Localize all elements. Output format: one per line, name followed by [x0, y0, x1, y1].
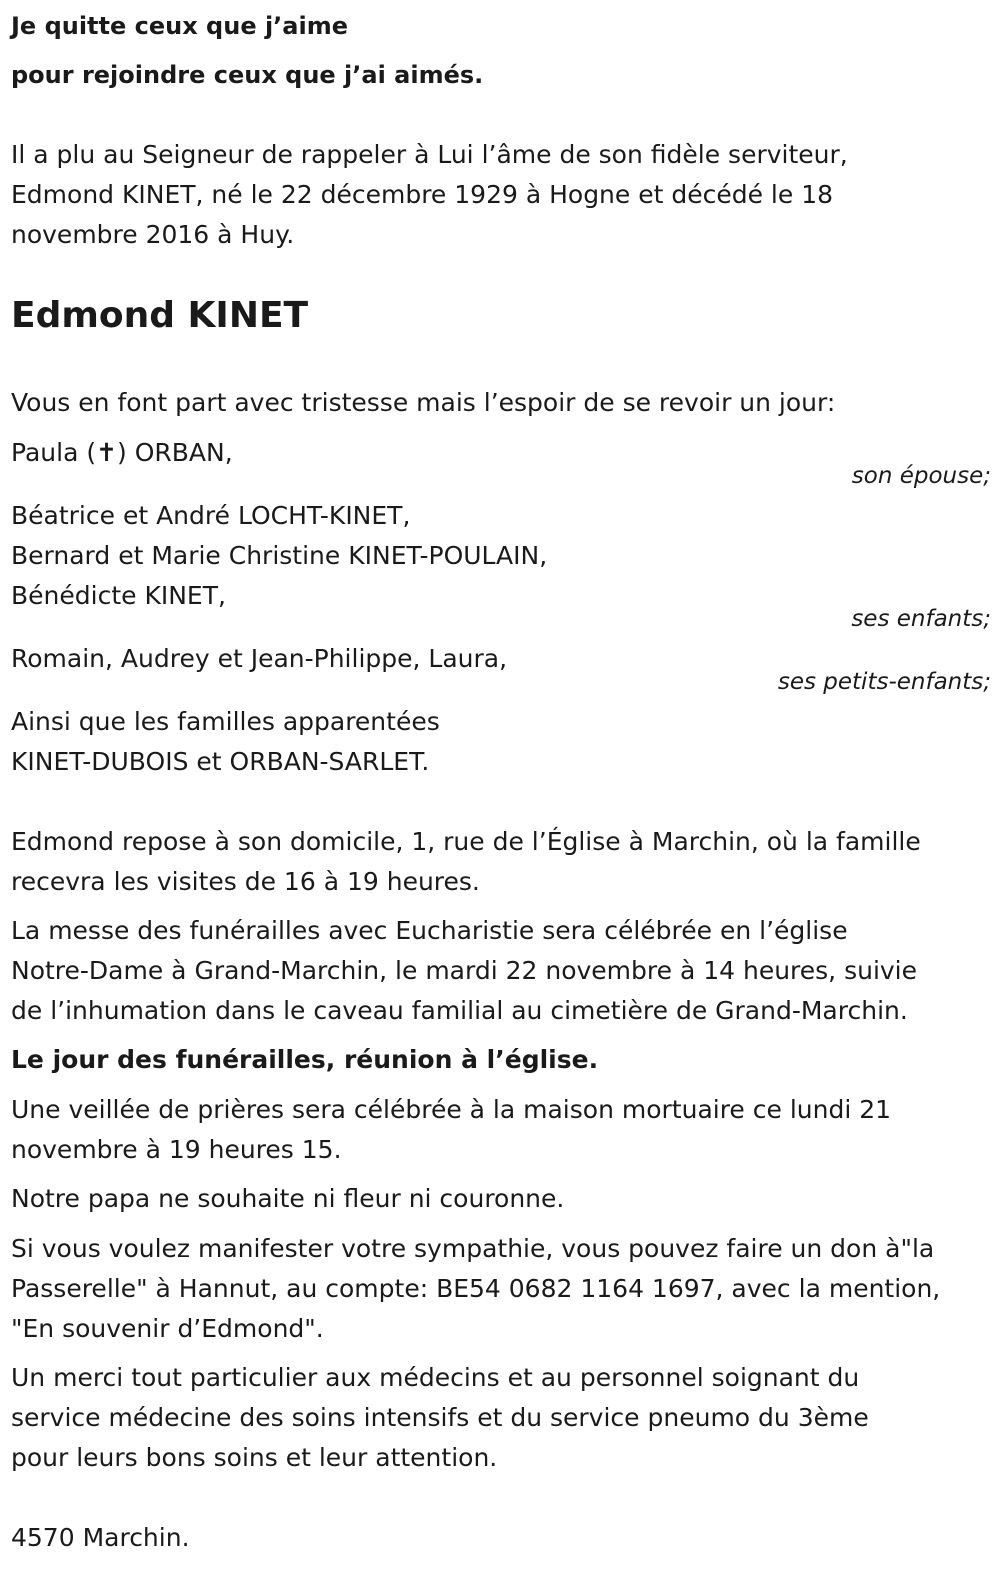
spouse-role: son épouse; — [851, 463, 991, 489]
child-1: Béatrice et André LOCHT-KINET, — [11, 501, 411, 530]
meeting-notice: Le jour des funérailles, réunion à l’église. — [11, 1045, 599, 1074]
rest-line-1: Edmond repose à son domicile, 1, rue de l’Église à Marchin, où la famille — [11, 827, 921, 856]
mass-line-3: de l’inhumation dans le caveau familial au cimetière de Grand-Marchin. — [11, 996, 908, 1025]
donation-line-3: "En souvenir d’Edmond". — [11, 1314, 324, 1343]
grandchildren-role: ses petits-enfants; — [777, 669, 991, 695]
related-families-line-1: Ainsi que les familles apparentées — [11, 707, 440, 736]
thanks-line-3: pour leurs bons soins et leur attention. — [11, 1443, 498, 1472]
children-role: ses enfants; — [851, 606, 991, 632]
vigil-line-2: novembre à 19 heures 15. — [11, 1135, 342, 1164]
flowers-notice: Notre papa ne souhaite ni fleur ni couronne. — [11, 1184, 565, 1213]
epigraph-line-2: pour rejoindre ceux que j’ai aimés. — [11, 61, 484, 89]
epigraph-line-1: Je quitte ceux que j’aime — [11, 12, 349, 40]
related-families-line-2: KINET-DUBOIS et ORBAN-SARLET. — [11, 747, 430, 776]
rest-line-2: recevra les visites de 16 à 19 heures. — [11, 867, 480, 896]
donation-line-1: Si vous voulez manifester votre sympathie, vous pouvez faire un don à"la — [11, 1234, 935, 1263]
thanks-line-1: Un merci tout particulier aux médecins et au personnel soignant du — [11, 1363, 860, 1392]
address: 4570 Marchin. — [11, 1523, 190, 1552]
announcement: Vous en font part avec tristesse mais l’espoir de se revoir un jour: — [11, 388, 836, 417]
thanks-line-2: service médecine des soins intensifs et du service pneumo du 3ème — [11, 1403, 869, 1432]
intro-line-3: novembre 2016 à Huy. — [11, 220, 295, 249]
child-3: Bénédicte KINET, — [11, 581, 226, 610]
vigil-line-1: Une veillée de prières sera célébrée à la maison mortuaire ce lundi 21 — [11, 1095, 892, 1124]
grandchildren: Romain, Audrey et Jean-Philippe, Laura, — [11, 644, 508, 673]
donation-line-2: Passerelle" à Hannut, au compte: BE54 0682 1164 1697, avec la mention, — [11, 1274, 941, 1303]
mass-line-1: La messe des funérailles avec Eucharistie sera célébrée en l’église — [11, 916, 848, 945]
intro-line-1: Il a plu au Seigneur de rappeler à Lui l’âme de son fidèle serviteur, — [11, 140, 848, 169]
spouse-name: Paula (✝) ORBAN, — [11, 438, 233, 467]
child-2: Bernard et Marie Christine KINET-POULAIN, — [11, 541, 548, 570]
mass-line-2: Notre-Dame à Grand-Marchin, le mardi 22 novembre à 14 heures, suivie — [11, 956, 918, 985]
deceased-name: Edmond KINET — [11, 295, 309, 336]
intro-line-2: Edmond KINET, né le 22 décembre 1929 à Hogne et décédé le 18 — [11, 180, 834, 209]
